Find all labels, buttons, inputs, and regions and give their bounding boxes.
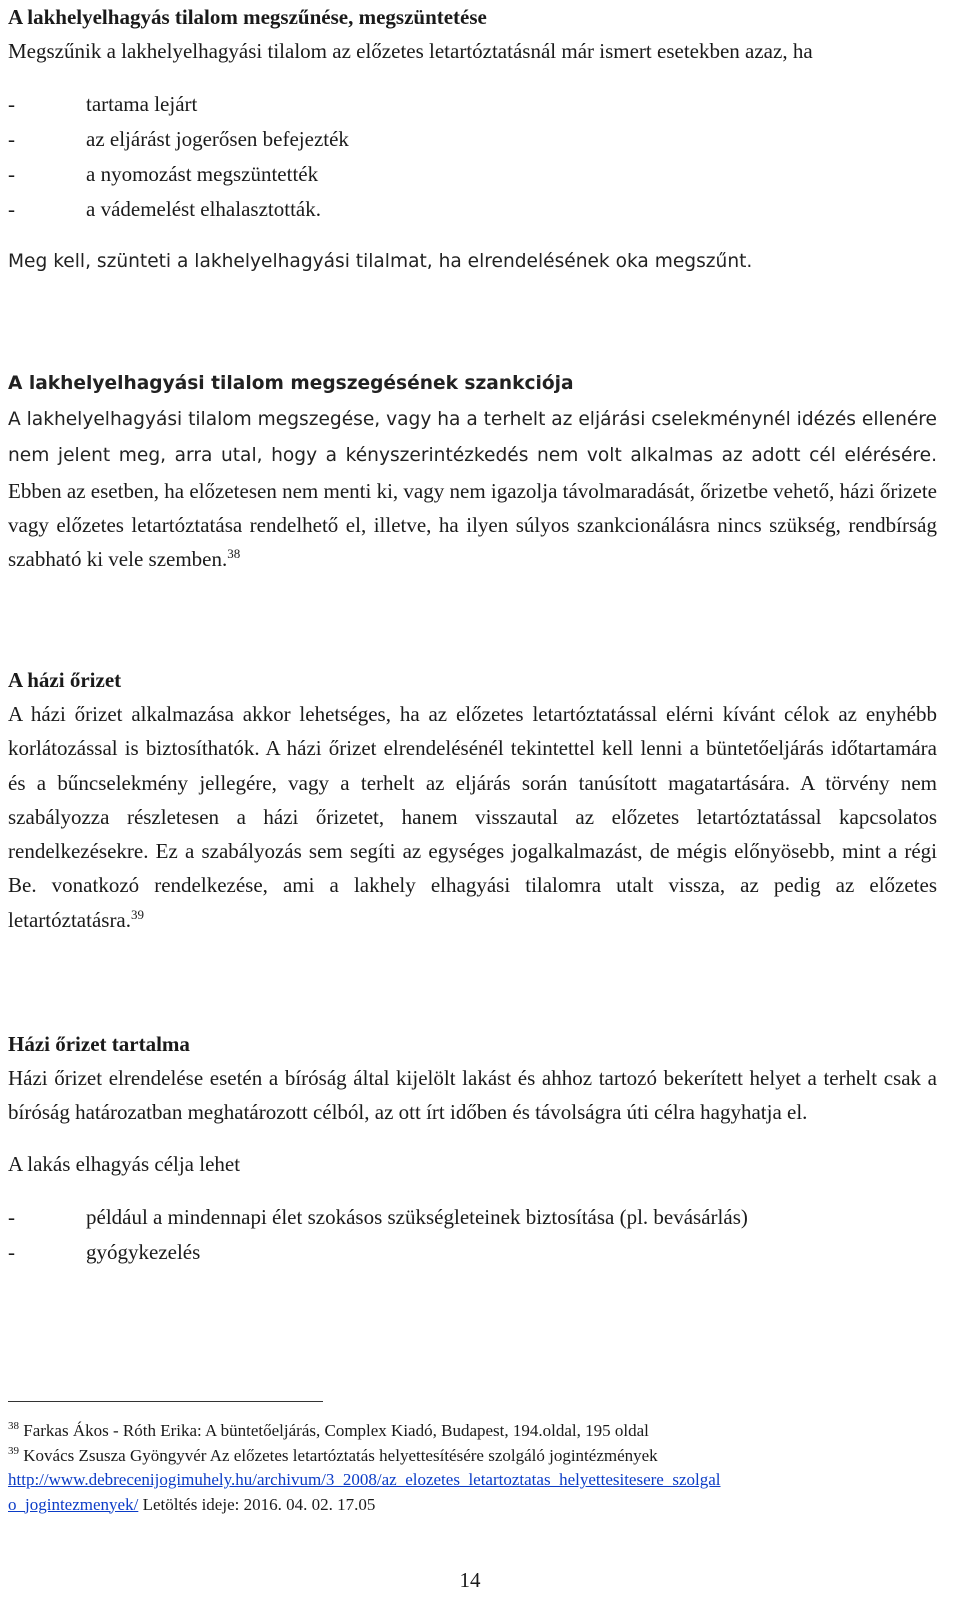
footnotes: [8, 1419, 937, 1517]
sanction-body-part2: Ebben az esetben, ha előzetesen nem menti ki, vagy nem igazolja távolmaradását, őrizetbe vehető, házi őrizete vagy előzetes letartóztatása rendelhető el, illetve, ha ilyen súlyos szankcionálásra nincs szükség, rendbírság szabható ki vele szemben.: [8, 478, 937, 572]
footnote-38: $^{38}$ Farkas Ákos - Róth Erika: A büntetőeljárás, Complex Kiadó, Budapest, 194.oldal, 195 oldal: [8, 1420, 649, 1440]
termination-list: [8, 87, 937, 227]
purpose-intro: A lakás elhagyás célja lehet: [8, 1151, 241, 1176]
list-item: - tartama lejárt: [8, 92, 198, 117]
section-house-arrest-content: [8, 1027, 937, 1270]
section-sanction: [8, 367, 937, 576]
section-house-arrest: [8, 663, 937, 937]
purpose-list: [8, 1200, 937, 1270]
section-title-house-arrest-content: Házi őrizet tartalma: [8, 1032, 190, 1056]
section-termination: [8, 0, 937, 280]
list-item: - az eljárást jogerősen befejezték: [8, 127, 349, 152]
footnote-separator: [8, 1401, 323, 1402]
section-title-termination: A lakhelyelhagyás tilalom megszűnése, megszüntetése: [8, 5, 487, 29]
footnote-39-link-line: [8, 1468, 937, 1493]
house-arrest-content-body: Házi őrizet elrendelése esetén a bíróság által kijelölt lakást és ahhoz tartozó bekerített helyet a terhelt csak a bíróság határozatban meghatározott célból, az ott írt időben és távolságra úti célra hagyhatja el.: [8, 1066, 937, 1125]
sanction-body: [8, 401, 937, 576]
footnote-ref-39[interactable]: 39: [131, 906, 145, 922]
page-number: 14: [459, 1568, 481, 1592]
footnote-ref-38[interactable]: 38: [227, 546, 241, 562]
footnote-39-link[interactable]: http://www.debrecenijogimuhely.hu/archivum/3_2008/az_elozetes_letartoztatas_helyettesitesere_szolgal: [8, 1470, 721, 1489]
section-title-sanction: A lakhelyelhagyási tilalom megszegésének szankciója: [8, 373, 574, 394]
list-item: - a nyomozást megszüntették: [8, 162, 319, 187]
footnote-39-link-cont[interactable]: o_jogintezmenyek/: [8, 1494, 139, 1514]
footnote-39-link-line-2: [8, 1493, 937, 1518]
list-item: - gyógykezelés: [8, 1239, 201, 1264]
list-item: - például a mindennapi élet szokásos szükségleteinek biztosítása (pl. bevásárlás): [8, 1204, 748, 1229]
sanction-body-part1: A lakhelyelhagyási tilalom megszegése, vagy ha a terhelt az eljárási cselekménynél idézés ellenére nem jelent meg, arra utal, hogy a kényszerintézkedés nem volt alkalmas az adott cél elérésére.: [8, 409, 937, 467]
footnote-39-download-date: Letöltés ideje: 2016. 04. 02. 17.05: [138, 1494, 376, 1514]
footnote-39: $^{39}$ Kovács Zsusza Gyöngyvér Az előzetes letartóztatás helyettesítésére szolgáló jogintézmények: [8, 1444, 658, 1465]
house-arrest-body: A házi őrizet alkalmazása akkor lehetséges, ha az előzetes letartóztatással elérni kívánt célok az enyhébb korlátozással is biztosíthatók. A házi őrizet elrendelésénél tekintettel kell lenni a büntetőeljárás időtartamára és a bűncselekmény jellegére, vagy a terhelt az eljárás során tanúsított magatartására. A törvény nem szabályozza részletesen a házi őrizetet, hanem visszautal az előzetes letartóztatással kapcsolatos rendelkezésekre. Ez a szabályozás sem segíti az egységes jogalkalmazást, de mégis előnyösebb, mint a régi Be. vonatkozó rendelkezése, ami a lakhely elhagyási tilalomra utalt vissza, az pedig az előzetes letartóztatásra.$^{39}$: [8, 702, 937, 932]
termination-outro: Meg kell, szünteti a lakhelyelhagyási tilalmat, ha elrendelésének oka megszűnt.: [8, 251, 753, 273]
section-title-house-arrest: A házi őrizet: [8, 668, 122, 692]
list-item: - a vádemelést elhalasztották.: [8, 197, 321, 222]
termination-intro: Megszűnik a lakhelyelhagyási tilalom az előzetes letartóztatásnál már ismert esetekben azaz, ha: [8, 39, 813, 63]
